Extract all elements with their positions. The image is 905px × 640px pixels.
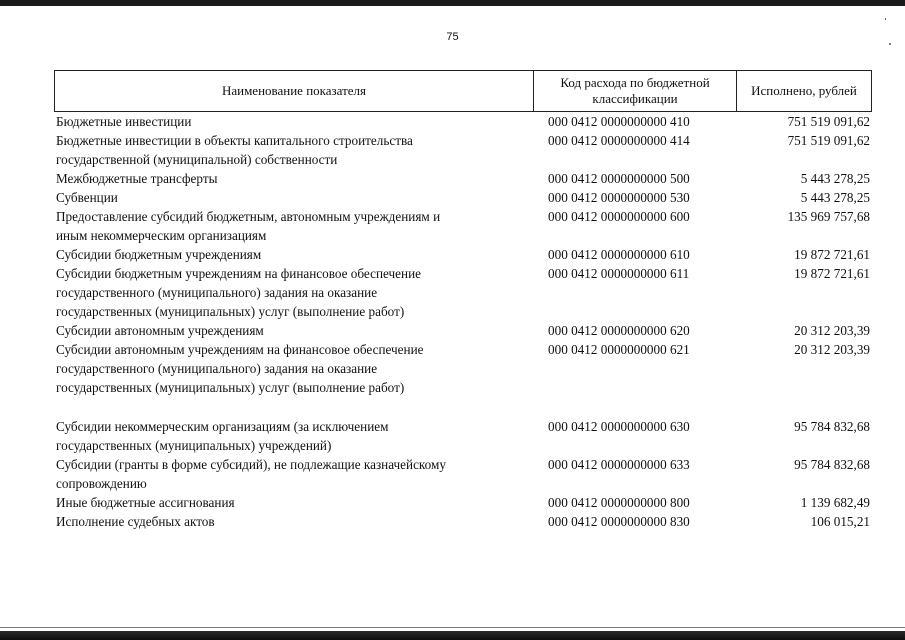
row-amount: 19 872 721,61 [794,266,870,281]
scan-speck [889,43,891,45]
table-row [54,169,872,188]
row-name-line: Субсидии некоммерческим организациям (за исключением [56,419,389,434]
row-name-line: Межбюджетные трансферты [56,171,218,186]
table-row [54,207,872,245]
row-code: 000 0412 0000000000 633 [548,457,690,472]
row-name-line: Субсидии автономным учреждениям на финансовое обеспечение [56,342,424,357]
row-name-line: иным некоммерческим организациям [56,228,267,243]
row-name [54,131,546,169]
row-name [54,512,546,531]
row-name-line: сопровождению [56,476,147,491]
row-amount: 135 969 757,68 [787,209,870,224]
row-code: 000 0412 0000000000 830 [548,514,690,529]
row-name-line: Субсидии автономным учреждениям [56,323,264,338]
row-name-line: государственных (муниципальных) услуг (выполнение работ) [56,380,405,395]
row-name-line: государственных (муниципальных) учреждений) [56,438,332,453]
row-code: 000 0412 0000000000 410 [548,114,690,129]
table-row [54,188,872,207]
table-row [54,112,872,131]
table-row [54,264,872,321]
page-number: 75 [446,31,459,43]
row-spacer [54,397,872,417]
row-code: 000 0412 0000000000 530 [548,190,690,205]
row-name-line: Иные бюджетные ассигнования [56,495,235,510]
table-row [54,245,872,264]
row-amount: 1 139 682,49 [800,495,870,510]
row-name-line: Предоставление субсидий бюджетным, автономным учреждениям и [56,209,441,224]
row-name-line: Бюджетные инвестиции в объекты капитального строительства [56,133,413,148]
row-code: 000 0412 0000000000 610 [548,247,690,262]
table-row [54,321,872,340]
row-name-line: государственного (муниципального) задания на оказание [56,361,378,376]
table-header [54,70,872,112]
row-name-line: Субсидии бюджетным учреждениям на финансовое обеспечение [56,266,421,281]
row-amount: 5 443 278,25 [800,190,870,205]
row-name-line: Исполнение судебных актов [56,514,215,529]
row-name [54,245,546,264]
row-code: 000 0412 0000000000 630 [548,419,690,434]
scan-edge-top [0,0,905,6]
row-amount: 751 519 091,62 [787,114,870,129]
row-name [54,207,546,245]
scan-speck [885,18,886,20]
row-name [54,455,546,493]
row-amount: 20 312 203,39 [794,323,870,338]
row-name [54,493,546,512]
row-amount: 95 784 832,68 [794,419,870,434]
row-amount: 95 784 832,68 [794,457,870,472]
table-row [54,131,872,169]
row-code: 000 0412 0000000000 621 [548,342,690,357]
header-code: Код расхода по бюджетной классификации [534,71,737,111]
row-name [54,417,546,455]
row-name [54,264,546,321]
row-name [54,169,546,188]
row-amount: 19 872 721,61 [794,247,870,262]
table-row [54,455,872,493]
row-name-line: государственной (муниципальной) собственности [56,152,338,167]
table-row [54,512,872,531]
scan-edge-bottom [0,631,905,640]
row-name [54,188,546,207]
table-row [54,417,872,455]
row-name [54,112,546,131]
row-amount: 5 443 278,25 [800,171,870,186]
row-name-line: Бюджетные инвестиции [56,114,192,129]
row-name-line: Субсидии (гранты в форме субсидий), не подлежащие казначейскому [56,457,446,472]
row-code: 000 0412 0000000000 600 [548,209,690,224]
row-name-line: Субсидии бюджетным учреждениям [56,247,262,262]
row-code: 000 0412 0000000000 800 [548,495,690,510]
table-row [54,493,872,512]
row-amount: 751 519 091,62 [787,133,870,148]
row-amount: 20 312 203,39 [794,342,870,357]
row-name-line: государственных (муниципальных) услуг (выполнение работ) [56,304,405,319]
row-code: 000 0412 0000000000 414 [548,133,690,148]
row-name [54,321,546,340]
row-name-line: Субвенции [56,190,118,205]
table-row [54,340,872,397]
row-code: 000 0412 0000000000 500 [548,171,690,186]
header-amount: Исполнено, рублей [751,83,857,98]
row-name [54,340,546,397]
table-body [54,112,872,531]
row-code: 000 0412 0000000000 611 [548,266,690,281]
row-code: 000 0412 0000000000 620 [548,323,690,338]
row-amount: 106 015,21 [810,514,870,529]
header-name: Наименование показателя [55,71,534,111]
row-name-line: государственного (муниципального) задания на оказание [56,285,378,300]
